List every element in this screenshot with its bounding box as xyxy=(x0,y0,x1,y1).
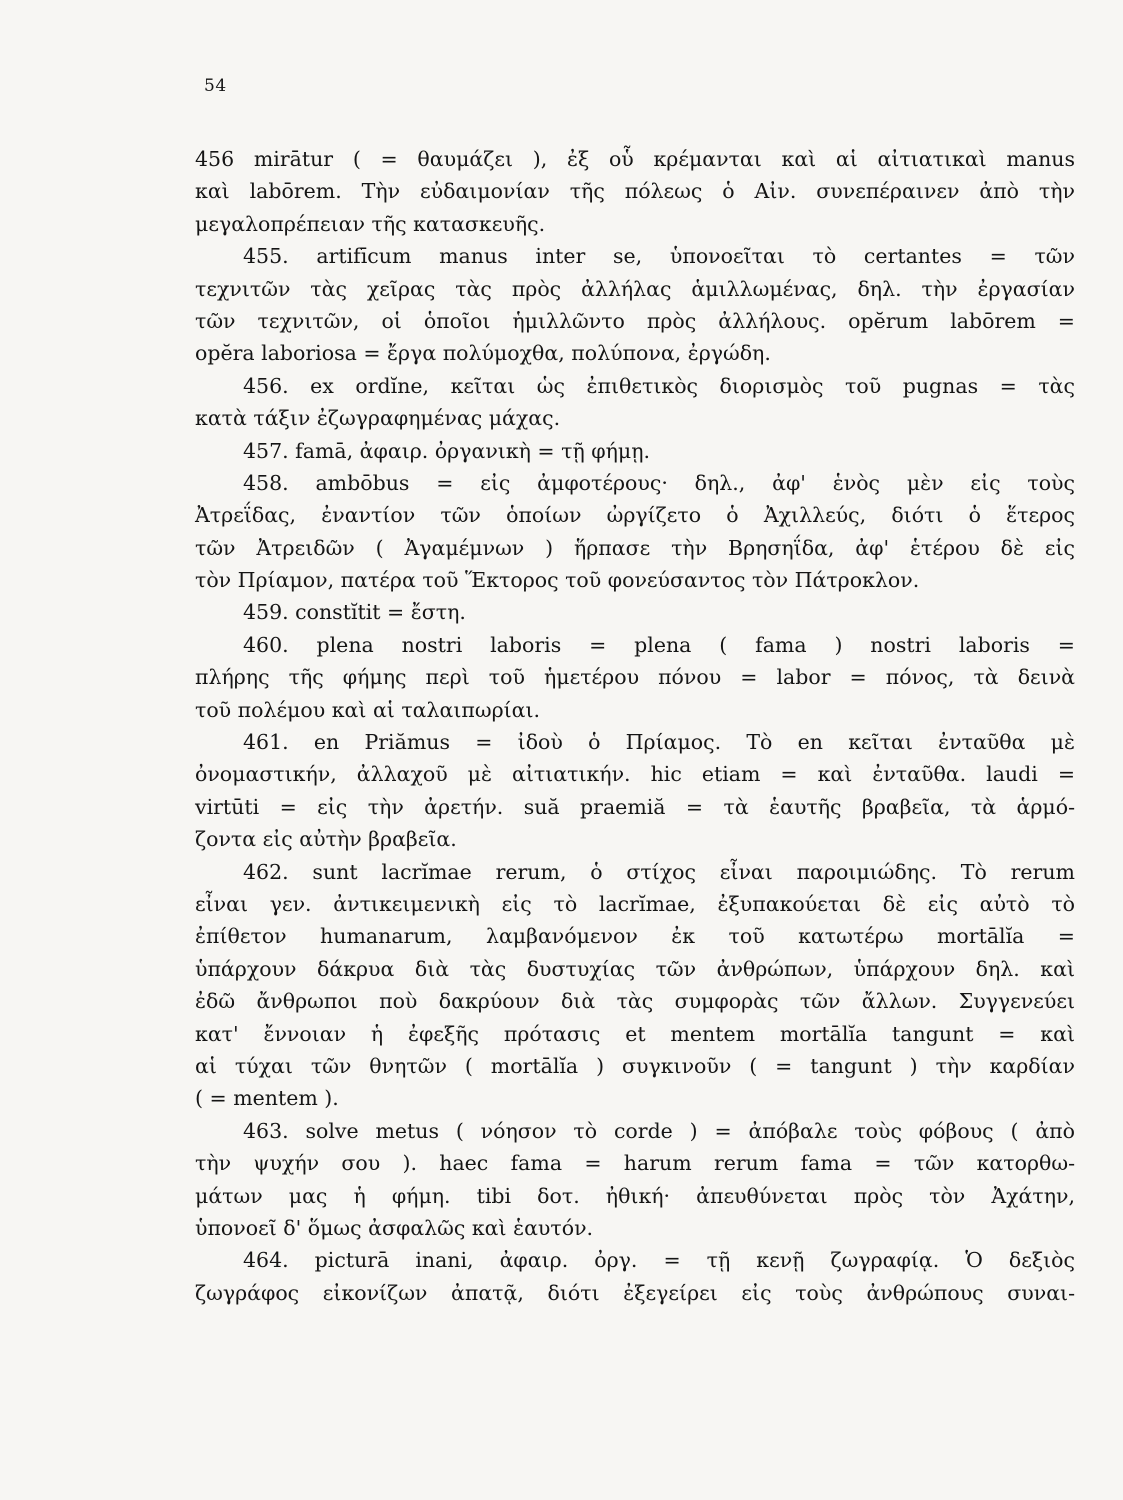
text-line: 460. plena nostri laboris = plena ( fama ) nostri laboris = xyxy=(243,632,1075,657)
text-line: μάτων μας ἡ φήμη. tibi δοτ. ἠθική· ἀπευθύνεται πρὸς τὸν Ἀχάτην, xyxy=(195,1183,1075,1208)
text-line: ὑπονοεῖ δ' ὅμως ἀσφαλῶς καὶ ἑαυτόν. xyxy=(195,1215,594,1240)
text-line: opĕra laboriosa = ἔργα πολύμοχθα, πολύπονα, ἐργώδη. xyxy=(195,341,771,366)
text-line: ( = mentem ). xyxy=(195,1086,339,1111)
text-line: τοῦ πολέμου καὶ αἱ ταλαιπωρίαι. xyxy=(195,697,541,722)
text-line: ὀνομαστικήν, ἀλλαχοῦ μὲ αἰτιατικήν. hic etiam = καὶ ἐνταῦθα. laudi = xyxy=(195,762,1075,787)
text-line: κατ' ἔννοιαν ἡ ἐφεξῆς πρότασις et mentem mortālĭa tangunt = καὶ xyxy=(195,1021,1075,1046)
text-line: 458. ambōbus = εἰς ἀμφοτέρους· δηλ., ἀφ' ἑνὸς μὲν εἰς τοὺς xyxy=(243,470,1075,495)
text-line: εἶναι γεν. ἀντικειμενικὴ εἰς τὸ lacrĭmae, ἐξυπακούεται δὲ εἰς αὐτὸ τὸ xyxy=(195,891,1075,916)
text-line: τὴν ψυχήν σου ). haec fama = harum rerum fama = τῶν κατορθω- xyxy=(195,1151,1075,1176)
text-line: μεγαλοπρέπειαν τῆς κατασκευῆς. xyxy=(195,211,546,236)
text-line: ὑπάρχουν δάκρυα διὰ τὰς δυστυχίας τῶν ἀνθρώπων, ὑπάρχουν δηλ. καὶ xyxy=(195,956,1075,981)
page-number: 54 xyxy=(204,76,227,96)
text-line: τεχνιτῶν τὰς χεῖρας τὰς πρὸς ἀλλήλας ἁμιλλωμένας, δηλ. τὴν ἐργασίαν xyxy=(195,276,1075,301)
text-line: τῶν Ἀτρειδῶν ( Ἀγαμέμνων ) ἥρπασε τὴν Βρησηΐδα, ἀφ' ἑτέρου δὲ εἰς xyxy=(195,535,1075,560)
text-line: τὸν Πρίαμον, πατέρα τοῦ Ἕκτορος τοῦ φονεύσαντος τὸν Πάτροκλον. xyxy=(195,568,920,593)
text-line: 461. en Priămus = ἰδοὺ ὁ Πρίαμος. Τὸ en κεῖται ἐνταῦθα μὲ xyxy=(243,730,1075,755)
text-line: πλήρης τῆς φήμης περὶ τοῦ ἡμετέρου πόνου = labor = πόνος, τὰ δεινὰ xyxy=(195,665,1075,690)
text-line: 463. solve metus ( νόησον τὸ corde ) = ἀπόβαλε τοὺς φόβους ( ἀπὸ xyxy=(243,1118,1075,1143)
text-line: τῶν τεχνιτῶν, οἱ ὁποῖοι ἡμιλλῶντο πρὸς ἀλλήλους. opĕrum labōrem = xyxy=(195,308,1075,333)
text-line: 456. ex ordĭne, κεῖται ὡς ἐπιθετικὸς διορισμὸς τοῦ pugnas = τὰς xyxy=(243,373,1075,398)
text-line: αἱ τύχαι τῶν θνητῶν ( mortālĭa ) συγκινοῦν ( = tangunt ) τὴν καρδίαν xyxy=(195,1053,1075,1078)
text-line: virtūti = εἰς τὴν ἀρετήν. suă praemiă = τὰ ἑαυτῆς βραβεῖα, τὰ ἁρμό- xyxy=(195,794,1075,819)
text-line: Ἀτρεΐδας, ἐναντίον τῶν ὁποίων ὠργίζετο ὁ Ἀχιλλεύς, διότι ὁ ἕτερος xyxy=(195,503,1075,528)
commentary-text xyxy=(195,143,1075,1309)
text-line: ἐπίθετον humanarum, λαμβανόμενον ἐκ τοῦ κατωτέρω mortālĭa = xyxy=(195,924,1075,949)
text-line: ζοντα εἰς αὐτὴν βραβεῖα. xyxy=(195,827,457,852)
text-line: ἐδῶ ἄνθρωποι ποὺ δακρύουν διὰ τὰς συμφορὰς τῶν ἄλλων. Συγγενεύει xyxy=(195,989,1075,1014)
text-line: 456 mirātur ( = θαυμάζει ), ἐξ οὗ κρέμανται καὶ αἱ αἰτιατικαὶ manus xyxy=(195,147,1075,171)
text-line: κατὰ τάξιν ἐζωγραφημένας μάχας. xyxy=(195,406,561,431)
text-line: 455. artifīcum manus inter se, ὑπονοεῖται τὸ certantes = τῶν xyxy=(243,244,1075,269)
text-line: ζωγράφος εἰκονίζων ἀπατᾷ, διότι ἐξεγείρει εἰς τοὺς ἀνθρώπους συναι- xyxy=(195,1280,1075,1305)
text-line: 464. picturā inani, ἀφαιρ. ὀργ. = τῇ κενῇ ζωγραφίᾳ. Ὁ δεξιὸς xyxy=(243,1248,1075,1273)
text-line: καὶ labōrem. Τὴν εὐδαιμονίαν τῆς πόλεως ὁ Αἰν. συνεπέραινεν ἀπὸ τὴν xyxy=(195,179,1075,204)
text-line: 462. sunt lacrĭmae rerum, ὁ στίχος εἶναι παροιμιώδης. Τὸ rerum xyxy=(243,859,1075,884)
text-line: 459. constĭtit = ἔστη. xyxy=(243,600,466,625)
text-line: 457. famā, ἀφαιρ. ὀργανικὴ = τῇ φήμῃ. xyxy=(243,438,651,463)
